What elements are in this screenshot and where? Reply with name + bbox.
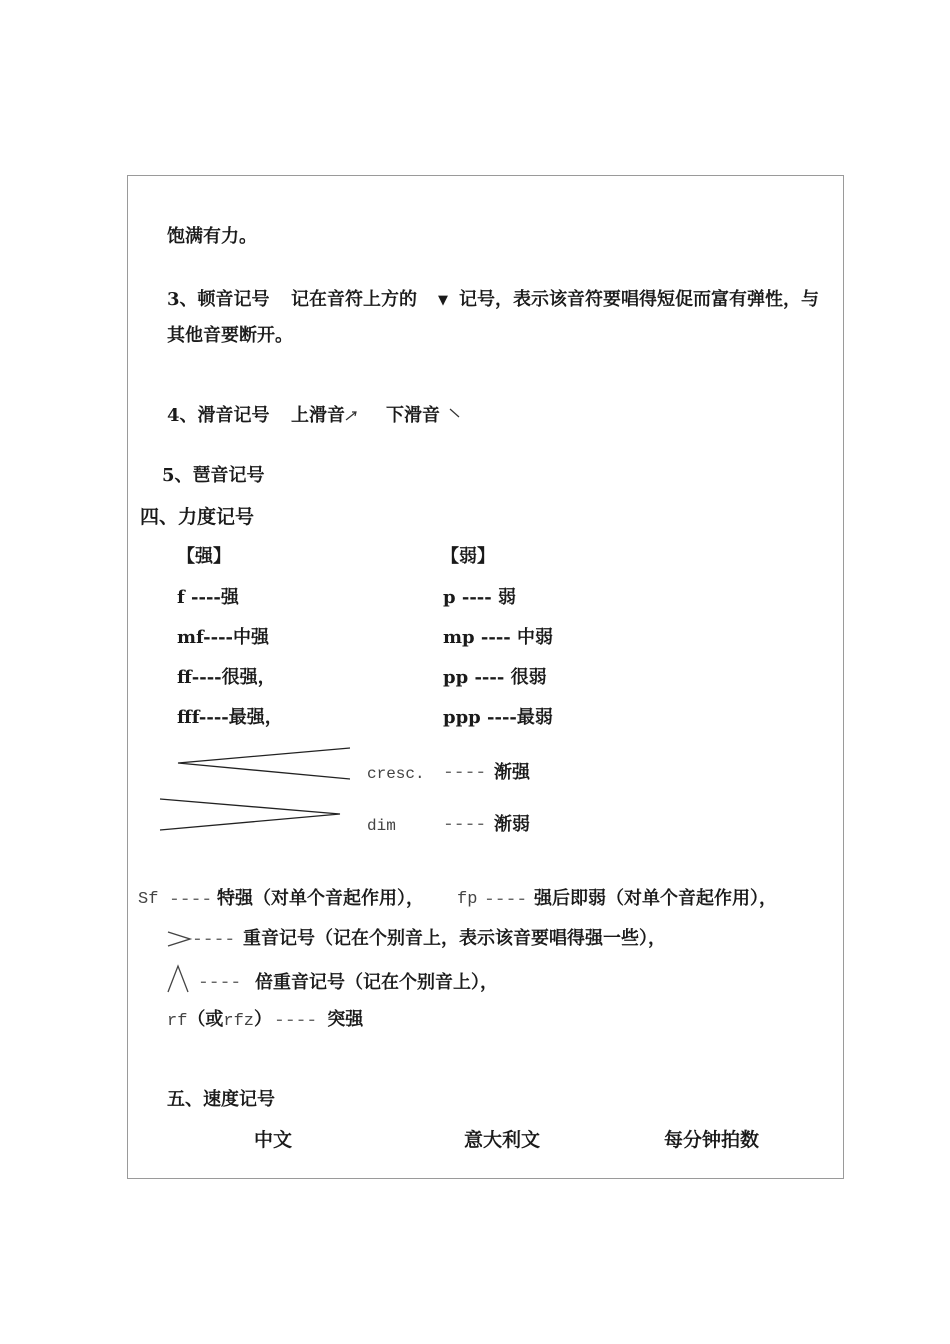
text-line: 饱满有力。 (167, 226, 257, 247)
marcato-dash: ---- (198, 973, 242, 993)
arpeggio-label: 5、琶音记号 (162, 465, 265, 486)
cresc-meaning: 渐强 (494, 762, 530, 783)
rf-line (167, 1009, 363, 1033)
marcato-meaning: 倍重音记号（记在个别音上）， (255, 972, 498, 993)
accent-meaning: 重音记号（记在个别音上，表示该音要唱得强一些）， (243, 928, 666, 949)
dynamic-strong-item: f ----强 (177, 587, 239, 608)
dynamic-strong-item: fff----最强， (177, 707, 283, 728)
accent-icon (166, 930, 192, 948)
dim-meaning: 渐弱 (494, 814, 530, 835)
dynamic-strong-item: ff----很强， (177, 667, 276, 688)
staccato-desc-pre: 记在音符上方的 (291, 289, 417, 310)
glissando-up-label: 上滑音 (291, 405, 345, 426)
tempo-col-header: 中文 (254, 1129, 293, 1151)
marcato-icon (166, 964, 190, 994)
dynamic-weak-item: ppp ----最弱 (443, 707, 553, 728)
fp-dash: ---- (484, 890, 528, 910)
sf-dash: ---- (169, 890, 213, 910)
dynamic-strong-item: mf----中强 (177, 627, 270, 648)
rf-paren-open: （或 (187, 1009, 224, 1030)
strong-header: 【强】 (177, 546, 231, 567)
dynamic-weak-item: pp ---- 很弱 (443, 667, 547, 688)
staccato-wedge-icon: ▼ (438, 293, 448, 308)
staccato-label: 3、顿音记号 (167, 289, 270, 310)
tempo-col-header: 每分钟拍数 (664, 1129, 760, 1151)
dynamic-weak-item: p ---- 弱 (443, 587, 517, 608)
slide-down-icon (448, 406, 462, 420)
crescendo-hairpin-icon (176, 746, 352, 782)
rf-paren-close: ） (254, 1009, 273, 1030)
rf-meaning: 突强 (327, 1009, 364, 1030)
accent-dash: ---- (192, 930, 236, 950)
section-heading: 四、力度记号 (140, 506, 255, 528)
rf-dash: ---- (274, 1011, 318, 1031)
sf-term: Sf (138, 890, 159, 909)
glissando-label: 4、滑音记号 (167, 405, 270, 426)
rf-term: rf (167, 1012, 188, 1031)
staccato-desc-line2: 其他音要断开。 (167, 325, 293, 346)
rfz-term: rfz (223, 1012, 255, 1031)
weak-header: 【弱】 (441, 546, 495, 567)
diminuendo-hairpin-icon (158, 797, 342, 833)
staccato-desc-post: 记号，表示该音符要唱得短促而富有弹性，与 (459, 289, 819, 310)
fp-term: fp (457, 890, 478, 909)
tempo-col-header: 意大利文 (464, 1129, 541, 1151)
sf-meaning: 特强（对单个音起作用）， (217, 888, 424, 909)
dim-term: dim (367, 817, 396, 835)
tempo-heading: 五、速度记号 (167, 1089, 275, 1110)
dim-dash: ---- (443, 815, 487, 835)
cresc-dash: ---- (443, 763, 487, 783)
slide-up-icon (344, 408, 358, 422)
glissando-down-label: 下滑音 (386, 405, 440, 426)
cresc-term: cresc. (367, 765, 425, 783)
dynamic-weak-item: mp ---- 中弱 (443, 627, 554, 648)
fp-meaning: 强后即弱（对单个音起作用）， (534, 888, 777, 909)
